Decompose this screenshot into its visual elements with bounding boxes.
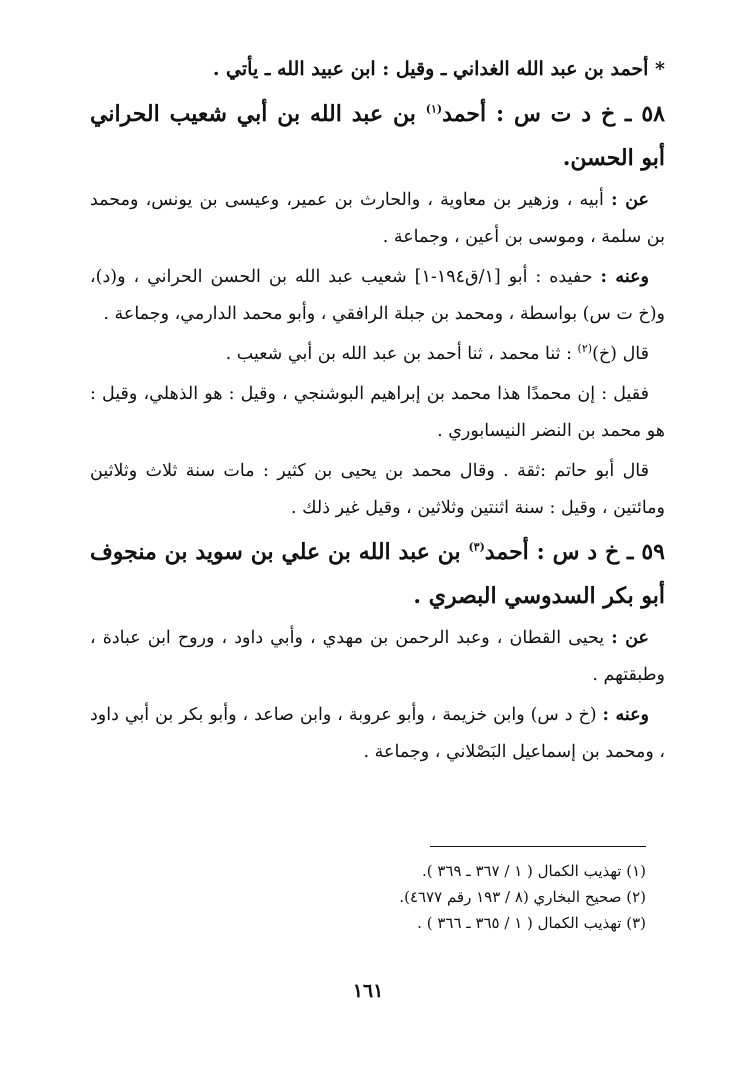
entry-title-rest: بن عبد الله بن علي بن سويد بن منجوف أبو بكر السدوسي البصري . bbox=[90, 539, 665, 609]
entry-title bbox=[90, 530, 665, 618]
footnote-ref: (٢) bbox=[577, 342, 593, 356]
footnote: (٢) صحيح البخاري (٨ / ١٩٣ رقم ٤٦٧٧). bbox=[399, 888, 646, 906]
paragraph-text: قال أبو حاتم :ثقة . وقال محمد بن يحيى بن كثير : مات سنة ثلاث وثلاثين ومائتين ، وقيل : سنة اثنتين وثلاثين ، وقيل غير ذلك . bbox=[90, 461, 665, 518]
paragraph-text: قال (خ) bbox=[592, 344, 649, 364]
entry-title-main: ٥٨ ـ خ د ت س : أحمد bbox=[442, 101, 665, 127]
paragraph-text: حفيده : أبو [١/ق١٩٤-١] شعيب عبد الله بن الحسن الحراني ، و(د)، و(خ ت س) بواسطة ، ومحمد بن جبلة الرافقي ، وأبو محمد الدارمي، وجماعة . bbox=[90, 267, 665, 324]
paragraph-text: : ثنا محمد ، ثنا أحمد بن عبد الله بن أبي شعيب . bbox=[225, 344, 578, 364]
page-number: ١٦١ bbox=[352, 980, 384, 1002]
entry-title bbox=[90, 92, 665, 180]
paragraph bbox=[90, 376, 665, 450]
paragraph bbox=[90, 453, 665, 527]
paragraph-text: (خ د س) وابن خزيمة ، وأبو عروبة ، وابن صاعد ، وأبو بكر بن أبي داود ، ومحمد بن إسماعيل البَصْلاني ، وجماعة . bbox=[90, 705, 665, 762]
footnote-ref: (٣) bbox=[468, 540, 485, 554]
entry-title-rest: بن عبد الله بن أبي شعيب الحراني أبو الحسن. bbox=[90, 101, 665, 171]
footnote-ref: (١) bbox=[425, 102, 443, 116]
footnotes bbox=[71, 858, 646, 936]
entry-59 bbox=[90, 530, 665, 771]
paragraph bbox=[90, 697, 665, 771]
paragraph-lead: وعنه : bbox=[600, 267, 649, 287]
paragraph-text: يحيى القطان ، وعبد الرحمن بن مهدي ، وأبي داود ، وروح ابن عبادة ، وطبقتهم . bbox=[90, 628, 665, 685]
heading-note: * أحمد بن عبد الله الغداني ـ وقيل : ابن عبيد الله ـ يأتي . bbox=[212, 58, 665, 80]
paragraph-lead: عن : bbox=[611, 190, 649, 210]
paragraph bbox=[90, 182, 665, 256]
entry-58 bbox=[90, 92, 665, 527]
paragraph bbox=[90, 259, 665, 333]
paragraph bbox=[90, 620, 665, 694]
footnote-divider bbox=[430, 846, 646, 847]
paragraph-lead: وعنه : bbox=[602, 705, 649, 725]
paragraph-lead: عن : bbox=[611, 628, 649, 648]
entry-title-main: ٥٩ ـ خ د س : أحمد bbox=[484, 539, 665, 565]
paragraph-text: أبيه ، وزهير بن معاوية ، والحارث بن عمير، وعيسى بن يونس، ومحمد بن سلمة ، وموسى بن أعين ، وجماعة . bbox=[90, 190, 665, 247]
paragraph-text: فقيل : إن محمدًا هذا محمد بن إبراهيم البوشنجي ، وقيل : هو الذهلي، وقيل : هو محمد بن النضر النيسابوري . bbox=[90, 384, 665, 441]
footnote: (٣) تهذيب الكمال ( ١ / ٣٦٥ ـ ٣٦٦ ) . bbox=[417, 914, 646, 932]
page-body bbox=[90, 54, 665, 774]
paragraph bbox=[90, 336, 665, 373]
footnote: (١) تهذيب الكمال ( ١ / ٣٦٧ ـ ٣٦٩ ). bbox=[421, 862, 646, 880]
